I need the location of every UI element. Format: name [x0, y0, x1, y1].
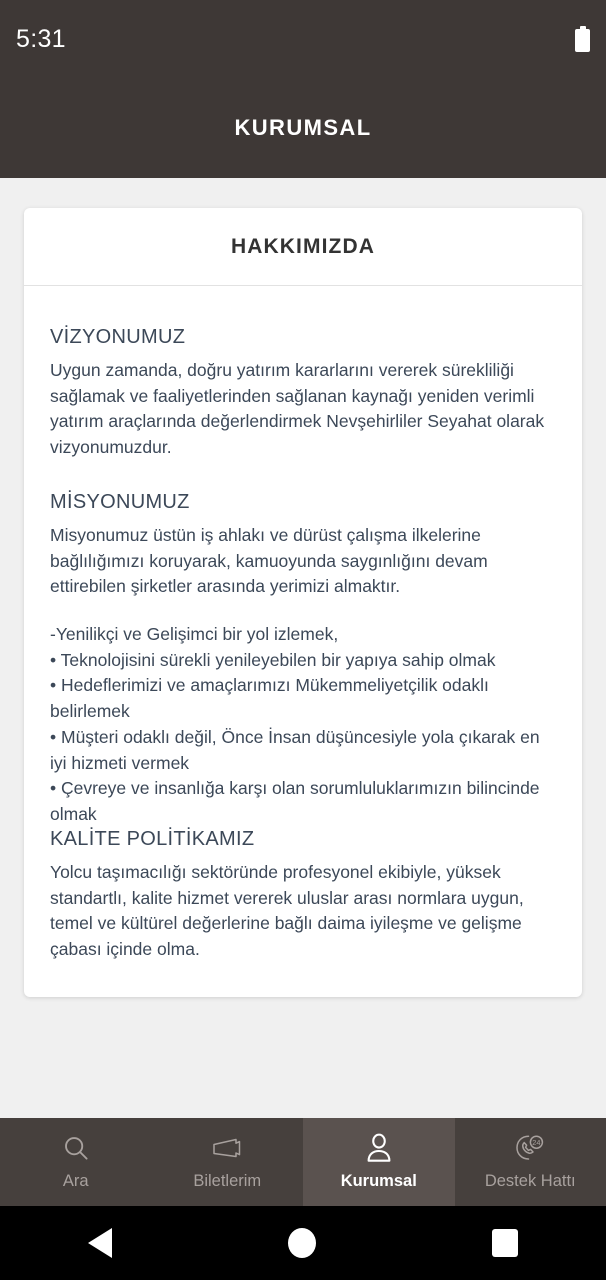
battery-full-icon [575, 26, 590, 52]
section-text: Yolcu taşımacılığı sektöründe profesyonel ekibiyle, yüksek standartlı, kalite hizmet vererek uluslar arası normlara uygun, temel ve kültürel değerlerine bağlı daima iyileşme ve gelişme çabası içinde olma. [50, 861, 524, 959]
page-title: KURUMSAL [234, 115, 372, 140]
section-text: Misyonumuz üstün iş ahlakı ve dürüst çalışma ilkelerine bağlılığımızı koruyarak, kamuoyunda saygınlığını devam ettirebilen şirketler arasında yerimizi almaktır. [50, 524, 488, 597]
tab-label: Kurumsal [340, 1172, 417, 1190]
tab-destek-hatti[interactable] [455, 1118, 606, 1206]
card-body [24, 286, 582, 997]
tab-label: Biletlerim [193, 1172, 262, 1190]
list-item: • Müşteri odaklı değil, Önce İnsan düşüncesiyle yola çıkarak en iyi hizmeti vermek [50, 726, 540, 773]
android-nav-bar [0, 1206, 606, 1280]
section-vision [50, 326, 556, 461]
content-scroll-area[interactable] [0, 178, 606, 1118]
section-quality-policy [50, 828, 556, 963]
list-item: • Çevreye ve insanlığa karşı olan sorumluluklarımızın bilincinde olmak [50, 778, 540, 825]
list-item: -Yenilikçi ve Gelişimci bir yol izlemek, [50, 624, 339, 645]
person-icon [365, 1133, 393, 1163]
tab-label: Ara [62, 1172, 89, 1190]
card-title: HAKKIMIZDA [231, 234, 375, 258]
section-heading: MİSYONUMUZ [50, 490, 190, 513]
status-bar-indicators [575, 26, 590, 52]
card-header [24, 208, 582, 286]
about-card [24, 208, 582, 997]
back-icon[interactable] [88, 1228, 112, 1258]
phone-24-support-icon [514, 1133, 546, 1163]
svg-text:24: 24 [532, 1138, 541, 1147]
list-item: • Teknolojisini sürekli yenileyebilen bir yapıya sahip olmak [50, 649, 496, 670]
bottom-tab-bar [0, 1118, 606, 1206]
recents-icon[interactable] [492, 1229, 518, 1257]
mission-bullet-list [50, 622, 556, 828]
section-heading: KALİTE POLİTİKAMIZ [50, 827, 255, 850]
list-item: • Hedeflerimizi ve amaçlarımızı Mükemmeliyetçilik odaklı belirlemek [50, 675, 489, 722]
status-bar [0, 0, 606, 78]
section-mission [50, 491, 556, 600]
tab-label: Destek Hattı [484, 1172, 576, 1190]
tab-biletlerim[interactable] [152, 1118, 304, 1206]
search-icon [61, 1133, 91, 1163]
tab-ara[interactable] [0, 1118, 152, 1206]
ticket-icon [211, 1133, 243, 1163]
tab-kurumsal[interactable] [303, 1118, 455, 1206]
home-icon[interactable] [288, 1228, 316, 1258]
status-bar-clock: 5:31 [16, 24, 66, 53]
app-bar [0, 78, 606, 178]
section-text: Uygun zamanda, doğru yatırım kararlarını vererek sürekliliği sağlamak ve faaliyetlerinden sağlanan kaynağı yeniden verimli yatırım araçlarında değerlendirmek Nevşehirliler Seyahat olarak vizyonumuzdur. [50, 360, 545, 458]
section-heading: VİZYONUMUZ [50, 326, 186, 348]
